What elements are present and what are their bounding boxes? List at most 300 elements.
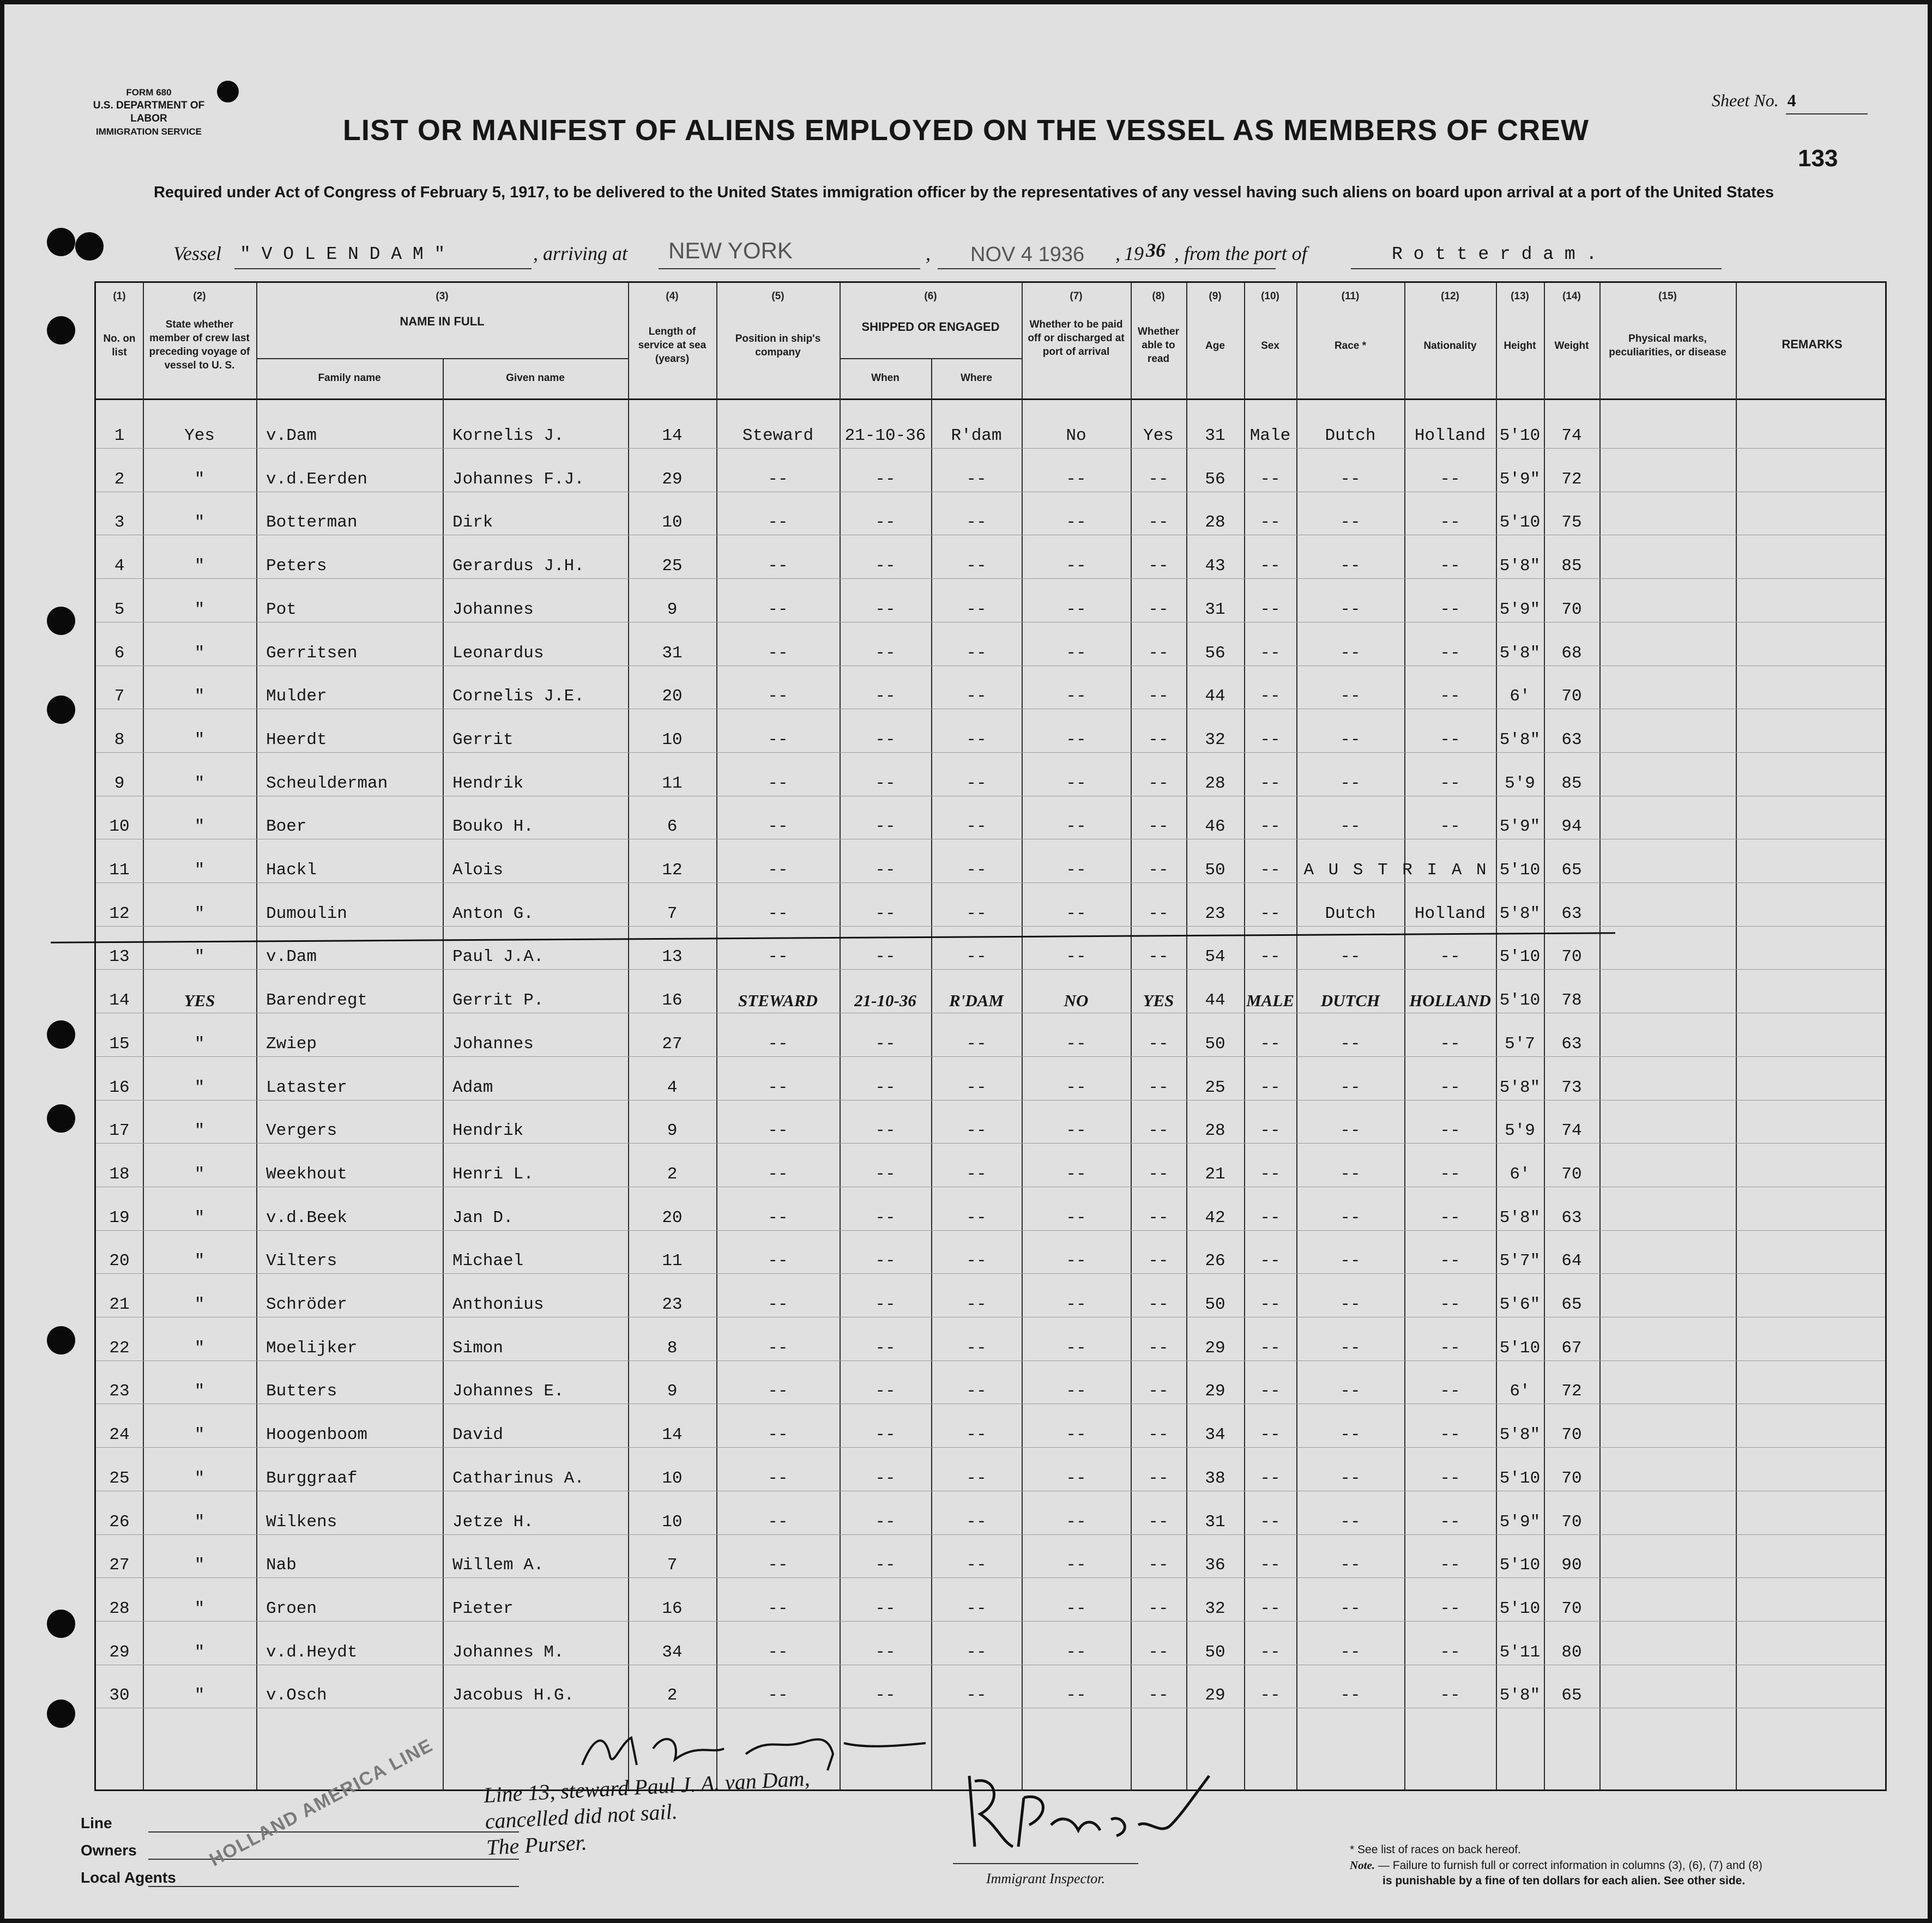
cell-family: Burggraaf <box>266 1468 358 1488</box>
cell-age: 50 <box>1205 1642 1225 1662</box>
cell-race: -- <box>1340 773 1361 793</box>
cell-sex: -- <box>1260 1512 1281 1532</box>
cell-weight: 70 <box>1561 1599 1582 1618</box>
cell-prev: " <box>194 1034 205 1054</box>
vessel-name: " V O L E N D A M " <box>240 244 445 264</box>
cell-family: Mulder <box>266 687 327 706</box>
cell-race: -- <box>1340 469 1361 489</box>
cell-race: -- <box>1340 1121 1361 1141</box>
cell-race: -- <box>1340 1078 1361 1097</box>
binder-hole <box>47 1700 75 1728</box>
cell-family: Moelijker <box>266 1338 358 1358</box>
cell-when: 21-10-36 <box>854 991 916 1011</box>
cell-family: Butters <box>266 1382 337 1401</box>
cell-paid: -- <box>1066 600 1086 619</box>
cell-height: 5'8" <box>1499 1208 1541 1227</box>
cell-family: Barendregt <box>266 991 368 1011</box>
cell-family: Zwiep <box>266 1034 317 1054</box>
row-rule <box>96 1143 1885 1144</box>
cell-paid: -- <box>1066 1295 1086 1314</box>
date-rule <box>938 268 1276 269</box>
cell-paid: -- <box>1066 1251 1086 1271</box>
cell-nationality: Holland <box>1414 904 1486 923</box>
cell-paid: -- <box>1066 817 1086 837</box>
cell-nationality: -- <box>1440 600 1460 619</box>
cell-where: -- <box>966 643 987 663</box>
vessel-line: Vessel " V O L E N D A M " , arriving at NEW YORK , NOV 4 1936 , 19 36 , from the port of R o t t e r d a m . <box>173 242 1722 275</box>
year-prefix: 19 <box>1124 243 1144 264</box>
cell-weight: 94 <box>1561 817 1582 837</box>
cell-service: 12 <box>662 861 683 880</box>
column-number: (8) <box>1152 291 1165 302</box>
cell-service: 2 <box>667 1686 678 1706</box>
name-subheader-rule <box>256 358 628 359</box>
cell-given: Gerrit <box>452 730 514 749</box>
cell-height: 6' <box>1510 1164 1530 1184</box>
cell-height: 6' <box>1510 1382 1530 1401</box>
row-rule <box>96 1534 1885 1535</box>
cell-when: -- <box>875 687 896 706</box>
cell-weight: 63 <box>1561 1034 1582 1054</box>
cell-given: Anthonius <box>452 1295 544 1314</box>
cell-when: -- <box>875 557 896 576</box>
cell-service: 27 <box>662 1034 683 1054</box>
cell-race: -- <box>1340 643 1361 663</box>
cell-when: -- <box>875 1425 896 1445</box>
cell-sex: -- <box>1260 1251 1281 1271</box>
cell-weight: 80 <box>1561 1642 1582 1662</box>
cell-service: 11 <box>662 773 683 793</box>
cell-no: 2 <box>114 469 125 489</box>
cell-read: -- <box>1148 1078 1169 1097</box>
cell-no: 9 <box>114 773 125 793</box>
cell-when: -- <box>875 1164 896 1184</box>
cell-position: -- <box>768 730 788 749</box>
cell-nationality: -- <box>1440 469 1460 489</box>
cell-position: -- <box>768 1121 788 1141</box>
cell-given: Adam <box>452 1078 493 1097</box>
cell-given: Jacobus H.G. <box>452 1686 575 1706</box>
cell-family: Gerritsen <box>266 643 358 663</box>
vessel-label: Vessel <box>173 243 221 264</box>
cell-height: 5'10 <box>1499 513 1541 533</box>
cell-position: -- <box>768 904 788 923</box>
cell-when: -- <box>875 861 896 880</box>
cell-service: 9 <box>667 600 678 619</box>
cell-where: -- <box>966 557 987 576</box>
cell-when: 21-10-36 <box>844 426 926 445</box>
cell-read: YES <box>1143 991 1174 1011</box>
cancel-note-line-2: cancelled did not sail. <box>484 1799 678 1834</box>
cell-service: 34 <box>662 1642 683 1662</box>
cell-where: -- <box>966 1078 987 1097</box>
binder-hole <box>47 1610 75 1638</box>
cell-read: -- <box>1148 1556 1169 1575</box>
cell-family: Weekhout <box>266 1164 347 1184</box>
cell-paid: -- <box>1066 513 1086 533</box>
footer-labels <box>81 1810 176 1891</box>
cell-family: Peters <box>266 557 327 576</box>
agents-rule <box>148 1886 519 1887</box>
cell-position: Steward <box>742 426 814 445</box>
cell-weight: 85 <box>1561 773 1582 793</box>
cell-sex: Male <box>1249 426 1291 445</box>
cell-age: 46 <box>1205 817 1225 837</box>
cell-prev: " <box>194 817 205 837</box>
cell-no: 12 <box>109 904 130 923</box>
cell-nationality: HOLLAND <box>1409 991 1491 1011</box>
cell-sex: -- <box>1260 1121 1281 1141</box>
vessel-rule <box>234 268 532 269</box>
cell-sex: -- <box>1260 513 1281 533</box>
cell-nationality: -- <box>1440 1468 1460 1488</box>
cell-when: -- <box>875 1382 896 1401</box>
cell-age: 43 <box>1205 557 1225 576</box>
cell-service: 9 <box>667 1382 678 1401</box>
cell-sex: -- <box>1260 1425 1281 1445</box>
cell-no: 5 <box>114 600 125 619</box>
cell-position: -- <box>768 1295 788 1314</box>
cell-age: 56 <box>1205 469 1225 489</box>
cell-prev: " <box>194 904 205 923</box>
column-header: State whether member of crew last preceding voyage of vessel to U. S. <box>149 319 250 371</box>
cell-height: 6' <box>1510 687 1530 706</box>
cell-age: 44 <box>1205 991 1225 1011</box>
cell-when: -- <box>875 1295 896 1314</box>
cell-position: -- <box>768 1338 788 1358</box>
cell-where: -- <box>966 1686 987 1706</box>
cell-read: -- <box>1148 1164 1169 1184</box>
cell-weight: 63 <box>1561 730 1582 749</box>
cell-service: 7 <box>667 1556 678 1575</box>
sheet-value: 4 <box>1787 90 1796 110</box>
cell-height: 5'9" <box>1499 600 1541 619</box>
cell-read: -- <box>1148 1599 1169 1618</box>
cell-height: 5'9" <box>1499 469 1541 489</box>
cell-paid: -- <box>1066 687 1086 706</box>
cell-service: 13 <box>662 947 683 967</box>
cell-sex: -- <box>1260 817 1281 837</box>
cell-service: 4 <box>667 1078 678 1097</box>
cell-height: 5'8" <box>1499 904 1541 923</box>
cell-read: -- <box>1148 513 1169 533</box>
cell-position: -- <box>768 1078 788 1097</box>
column-number: (2) <box>193 291 206 302</box>
column-number: (1) <box>113 291 126 302</box>
cell-age: 42 <box>1205 1208 1225 1227</box>
cell-service: 11 <box>662 1251 683 1271</box>
cell-where: -- <box>966 1121 987 1141</box>
cell-read: -- <box>1148 1686 1169 1706</box>
cell-age: 25 <box>1205 1078 1225 1097</box>
cell-service: 20 <box>662 687 683 706</box>
cell-given: Willem A. <box>452 1556 544 1575</box>
cell-position: -- <box>768 1164 788 1184</box>
cell-weight: 65 <box>1561 1295 1582 1314</box>
cell-sex: -- <box>1260 687 1281 706</box>
cell-when: -- <box>875 513 896 533</box>
cell-no: 25 <box>109 1468 130 1488</box>
cell-weight: 63 <box>1561 904 1582 923</box>
from-port-rule <box>1351 268 1722 269</box>
cell-no: 11 <box>109 861 130 880</box>
cell-weight: 70 <box>1561 947 1582 967</box>
cell-read: Yes <box>1143 426 1174 445</box>
cell-position: -- <box>768 1686 788 1706</box>
cell-given: Michael <box>452 1251 524 1271</box>
cell-when: -- <box>875 1599 896 1618</box>
cell-paid: -- <box>1066 1512 1086 1532</box>
cell-race: -- <box>1340 1686 1361 1706</box>
row-rule <box>96 969 1885 970</box>
cell-family: Vilters <box>266 1251 337 1271</box>
cell-sex: -- <box>1260 1164 1281 1184</box>
cell-family: Hackl <box>266 861 317 880</box>
cell-height: 5'8" <box>1499 730 1541 749</box>
cell-nationality: -- <box>1440 1208 1460 1227</box>
cell-prev: " <box>194 1382 205 1401</box>
inspector-label: Immigrant Inspector. <box>986 1871 1106 1886</box>
column-divider <box>443 358 444 1789</box>
cell-service: 9 <box>667 1121 678 1141</box>
department: U.S. DEPARTMENT OF LABOR <box>93 100 205 124</box>
cell-race: -- <box>1340 687 1361 706</box>
row-rule <box>96 1447 1885 1448</box>
cell-height: 5'9" <box>1499 1512 1541 1532</box>
cell-given: Hendrik <box>452 773 524 793</box>
cell-when: -- <box>875 643 896 663</box>
cell-nationality: -- <box>1440 1121 1460 1141</box>
cell-race: -- <box>1340 1642 1361 1662</box>
cell-where: -- <box>966 947 987 967</box>
cell-where: -- <box>966 773 987 793</box>
cell-paid: -- <box>1066 1599 1086 1618</box>
cell-read: -- <box>1148 1208 1169 1227</box>
cell-family: Heerdt <box>266 730 327 749</box>
cell-age: 23 <box>1205 904 1225 923</box>
cell-prev: " <box>194 730 205 749</box>
cell-service: 6 <box>667 817 678 837</box>
shipped-subheader-rule <box>840 358 1022 359</box>
cell-height: 5'7" <box>1499 1251 1541 1271</box>
owners-label: Owners <box>81 1842 137 1859</box>
row-rule <box>96 882 1885 883</box>
cell-age: 44 <box>1205 687 1225 706</box>
cell-age: 28 <box>1205 1121 1225 1141</box>
cell-no: 14 <box>109 991 130 1011</box>
cell-paid: -- <box>1066 557 1086 576</box>
cell-age: 21 <box>1205 1164 1225 1184</box>
cell-race: -- <box>1340 1556 1361 1575</box>
cell-race: -- <box>1340 1208 1361 1227</box>
cell-age: 29 <box>1205 1338 1225 1358</box>
column-number: (13) <box>1511 291 1529 302</box>
cell-read: -- <box>1148 1468 1169 1488</box>
cell-sex: -- <box>1260 1078 1281 1097</box>
footnote <box>1350 1842 1762 1889</box>
cell-family: Scheulderman <box>266 773 388 793</box>
cell-age: 28 <box>1205 513 1225 533</box>
cell-where: -- <box>966 817 987 837</box>
cell-age: 50 <box>1205 1034 1225 1054</box>
cell-family: v.Dam <box>266 426 317 445</box>
cell-given: Catharinus A. <box>452 1468 584 1488</box>
column-header: REMARKS <box>1782 337 1843 351</box>
cell-when: -- <box>875 1512 896 1532</box>
cell-height: 5'10 <box>1499 1468 1541 1488</box>
cell-service: 10 <box>662 1512 683 1532</box>
column-number: (15) <box>1658 291 1677 302</box>
cell-height: 5'8" <box>1499 1686 1541 1706</box>
cell-age: 32 <box>1205 1599 1225 1618</box>
inspector-rule <box>953 1863 1138 1864</box>
cell-race: -- <box>1340 1468 1361 1488</box>
cell-age: 50 <box>1205 1295 1225 1314</box>
cell-family: Nab <box>266 1556 297 1575</box>
column-divider <box>1736 283 1737 1789</box>
cell-read: -- <box>1148 904 1169 923</box>
cell-height: 5'8" <box>1499 1078 1541 1097</box>
cell-height: 5'8" <box>1499 557 1541 576</box>
cell-position: -- <box>768 1556 788 1575</box>
binder-hole <box>47 316 75 344</box>
cell-family: v.Dam <box>266 947 317 967</box>
cell-age: 50 <box>1205 861 1225 880</box>
cell-sex: -- <box>1260 1338 1281 1358</box>
cell-service: 10 <box>662 1468 683 1488</box>
column-number: (4) <box>666 291 679 302</box>
row-rule <box>96 1273 1885 1274</box>
cell-position: -- <box>768 687 788 706</box>
cell-where: -- <box>966 1382 987 1401</box>
cell-where: -- <box>966 1425 987 1445</box>
cell-prev: " <box>194 1642 205 1662</box>
column-number: (5) <box>771 291 784 302</box>
cell-read: -- <box>1148 1512 1169 1532</box>
cell-prev: " <box>194 1512 205 1532</box>
cell-sex: -- <box>1260 1208 1281 1227</box>
note-label: Note. <box>1350 1859 1375 1872</box>
cell-when: -- <box>875 1642 896 1662</box>
cell-height: 5'8" <box>1499 643 1541 663</box>
cell-when: -- <box>875 1078 896 1097</box>
cell-nationality: -- <box>1440 1164 1460 1184</box>
cell-when: -- <box>875 1121 896 1141</box>
cell-given: Johannes <box>452 1034 534 1054</box>
cell-read: -- <box>1148 557 1169 576</box>
cell-where: -- <box>966 1208 987 1227</box>
cell-given: Dirk <box>452 513 493 533</box>
cell-height: 5'10 <box>1499 1556 1541 1575</box>
cell-prev: " <box>194 469 205 489</box>
cell-when: -- <box>875 1034 896 1054</box>
cell-service: 14 <box>662 426 683 445</box>
cell-weight: 73 <box>1561 1078 1582 1097</box>
cell-given: Leonardus <box>452 643 544 663</box>
cell-family: Pot <box>266 600 297 619</box>
column-header: NAME IN FULL <box>400 315 485 328</box>
cell-when: -- <box>875 730 896 749</box>
column-number: (14) <box>1562 291 1581 302</box>
cell-nationality: -- <box>1440 1034 1460 1054</box>
cell-no: 29 <box>109 1642 130 1662</box>
cell-given: Johannes F.J. <box>452 469 584 489</box>
cell-position: -- <box>768 947 788 967</box>
cell-position: -- <box>768 861 788 880</box>
cell-no: 21 <box>109 1295 130 1314</box>
cell-age: 54 <box>1205 947 1225 967</box>
column-header: Whether able to read <box>1138 326 1179 365</box>
cell-where: -- <box>966 730 987 749</box>
cell-nationality: -- <box>1440 687 1460 706</box>
column-number: (11) <box>1341 291 1360 302</box>
cell-where: -- <box>966 1642 987 1662</box>
cell-race: Dutch <box>1325 426 1376 445</box>
document-subtitle: Required under Act of Congress of February 5, 1917, to be delivered to the United States immigration officer by the representatives of any vessel having such aliens on board upon arrival at a port of the United States <box>153 184 1774 201</box>
cell-no: 24 <box>109 1425 130 1445</box>
binder-hole <box>47 228 75 256</box>
column-header: Length of service at sea (years) <box>638 326 707 365</box>
cell-position: -- <box>768 1642 788 1662</box>
cell-race: Dutch <box>1325 904 1376 923</box>
cell-paid: -- <box>1066 1425 1086 1445</box>
cell-weight: 70 <box>1561 1468 1582 1488</box>
cell-prev: " <box>194 1208 205 1227</box>
cell-family: Hoogenboom <box>266 1425 368 1445</box>
cell-read: -- <box>1148 817 1169 837</box>
cell-weight: 75 <box>1561 513 1582 533</box>
line-rule <box>148 1831 519 1833</box>
cell-service: 23 <box>662 1295 683 1314</box>
cell-paid: -- <box>1066 1034 1086 1054</box>
row-rule <box>96 1230 1885 1231</box>
cell-paid: -- <box>1066 1642 1086 1662</box>
cell-nationality: -- <box>1440 1295 1460 1314</box>
cell-when: -- <box>875 1338 896 1358</box>
cell-paid: -- <box>1066 643 1086 663</box>
cell-position: -- <box>768 513 788 533</box>
cell-where: -- <box>966 1512 987 1532</box>
column-subheader: When <box>871 372 899 384</box>
cell-when: -- <box>875 947 896 967</box>
cell-nationality: -- <box>1440 730 1460 749</box>
cell-given: Kornelis J. <box>452 426 564 445</box>
cell-weight: 72 <box>1561 469 1582 489</box>
cell-paid: -- <box>1066 1121 1086 1141</box>
cell-position: -- <box>768 1251 788 1271</box>
cell-read: -- <box>1148 1295 1169 1314</box>
cell-when: -- <box>875 1468 896 1488</box>
column-subheader: Where <box>960 372 993 384</box>
cell-sex: -- <box>1260 469 1281 489</box>
cell-weight: 70 <box>1561 1425 1582 1445</box>
company-stamp: HOLLAND AMERICA LINE <box>206 1734 437 1871</box>
cell-paid: -- <box>1066 1382 1086 1401</box>
cell-age: 31 <box>1205 1512 1225 1532</box>
cell-given: David <box>452 1425 504 1445</box>
cell-age: 32 <box>1205 730 1225 749</box>
cell-weight: 74 <box>1561 426 1582 445</box>
column-header: Physical marks, peculiarities, or disease <box>1609 333 1726 358</box>
cell-race: -- <box>1340 947 1361 967</box>
cell-nationality: -- <box>1440 1556 1460 1575</box>
binder-hole <box>47 1104 75 1133</box>
cell-family: v.d.Heydt <box>266 1642 358 1662</box>
cell-race: -- <box>1340 557 1361 576</box>
column-subheader: Family name <box>318 372 381 384</box>
cell-family: Schröder <box>266 1295 347 1314</box>
column-number: (12) <box>1441 291 1459 302</box>
